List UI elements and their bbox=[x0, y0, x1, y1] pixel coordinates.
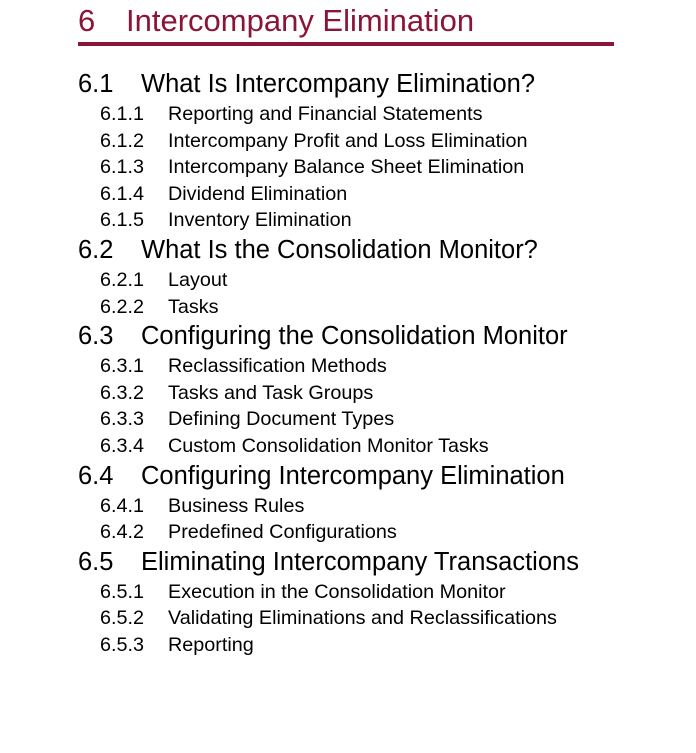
toc-section[interactable] bbox=[78, 546, 618, 579]
subsection-number: 6.1.1 bbox=[100, 103, 144, 125]
subsection-title: Business Rules bbox=[168, 494, 305, 517]
toc-subsection[interactable] bbox=[100, 353, 618, 380]
subsection-number: 6.5.2 bbox=[100, 607, 144, 630]
toc-section[interactable] bbox=[78, 234, 618, 267]
chapter-rule bbox=[78, 42, 614, 46]
subsection-number: 6.3.4 bbox=[100, 434, 144, 457]
subsection-title: Tasks bbox=[168, 295, 219, 318]
subsection-number: 6.1.5 bbox=[100, 209, 144, 232]
subsection-number: 6.4.1 bbox=[100, 494, 144, 517]
toc-section[interactable] bbox=[78, 460, 618, 493]
toc-subsection[interactable] bbox=[100, 101, 618, 128]
toc-subsection[interactable] bbox=[100, 267, 618, 294]
subsection-list bbox=[100, 101, 618, 234]
subsection-list bbox=[100, 493, 618, 546]
section-number: 6.2 bbox=[78, 235, 114, 264]
subsection-title: Defining Document Types bbox=[168, 408, 395, 431]
toc-section[interactable] bbox=[78, 320, 618, 353]
subsection-number: 6.3.2 bbox=[100, 381, 144, 404]
subsection-number: 6.1.4 bbox=[100, 182, 144, 205]
subsection-title: Dividend Elimination bbox=[168, 182, 348, 205]
subsection-list bbox=[100, 353, 618, 459]
section-title: Eliminating Intercompany Transactions bbox=[141, 547, 579, 576]
subsection-title: Layout bbox=[168, 268, 228, 291]
subsection-list bbox=[100, 579, 618, 659]
toc-subsection[interactable] bbox=[100, 519, 618, 546]
subsection-title: Execution in the Consolidation Monitor bbox=[168, 580, 506, 603]
toc-subsection[interactable] bbox=[100, 128, 618, 155]
section-title: Configuring the Consolidation Monitor bbox=[141, 322, 568, 351]
toc-subsection[interactable] bbox=[100, 605, 618, 632]
toc-section[interactable] bbox=[78, 68, 618, 101]
subsection-title: Reporting bbox=[168, 633, 254, 656]
toc-subsection[interactable] bbox=[100, 632, 618, 659]
toc-subsection[interactable] bbox=[100, 380, 618, 407]
section-title: Configuring Intercompany Elimination bbox=[141, 461, 565, 490]
toc-subsection[interactable] bbox=[100, 406, 618, 433]
subsection-number: 6.1.3 bbox=[100, 156, 144, 179]
subsection-number: 6.3.3 bbox=[100, 408, 144, 431]
section-number: 6.5 bbox=[78, 547, 114, 576]
subsection-title: Intercompany Profit and Loss Elimination bbox=[168, 129, 528, 152]
toc-subsection[interactable] bbox=[100, 294, 618, 321]
chapter-title bbox=[78, 2, 474, 40]
subsection-title: Custom Consolidation Monitor Tasks bbox=[168, 434, 489, 457]
subsection-title: Inventory Elimination bbox=[168, 209, 352, 232]
chapter-number: 6 bbox=[78, 3, 96, 38]
subsection-number: 6.2.2 bbox=[100, 295, 144, 318]
table-of-contents bbox=[78, 68, 618, 659]
toc-subsection[interactable] bbox=[100, 181, 618, 208]
subsection-number: 6.3.1 bbox=[100, 355, 144, 378]
subsection-number: 6.1.2 bbox=[100, 129, 144, 152]
toc-subsection[interactable] bbox=[100, 207, 618, 234]
toc-subsection[interactable] bbox=[100, 154, 618, 181]
subsection-title: Reclassification Methods bbox=[168, 355, 387, 378]
subsection-number: 6.5.1 bbox=[100, 580, 144, 603]
chapter-title-text: Intercompany Elimination bbox=[126, 3, 475, 38]
toc-subsection[interactable] bbox=[100, 579, 618, 606]
subsection-title: Predefined Configurations bbox=[168, 521, 397, 544]
subsection-number: 6.2.1 bbox=[100, 268, 144, 291]
subsection-list bbox=[100, 267, 618, 320]
subsection-number: 6.5.3 bbox=[100, 633, 144, 656]
subsection-number: 6.4.2 bbox=[100, 521, 144, 544]
subsection-title: Validating Eliminations and Reclassifications bbox=[168, 607, 557, 630]
toc-subsection[interactable] bbox=[100, 433, 618, 460]
subsection-title: Tasks and Task Groups bbox=[168, 381, 374, 404]
section-title: What Is Intercompany Elimination? bbox=[141, 70, 536, 98]
section-number: 6.1 bbox=[78, 70, 114, 98]
subsection-title: Intercompany Balance Sheet Elimination bbox=[168, 156, 525, 179]
section-number: 6.3 bbox=[78, 322, 114, 351]
subsection-title: Reporting and Financial Statements bbox=[168, 103, 483, 125]
section-number: 6.4 bbox=[78, 461, 114, 490]
section-title: What Is the Consolidation Monitor? bbox=[141, 235, 538, 264]
toc-subsection[interactable] bbox=[100, 493, 618, 520]
